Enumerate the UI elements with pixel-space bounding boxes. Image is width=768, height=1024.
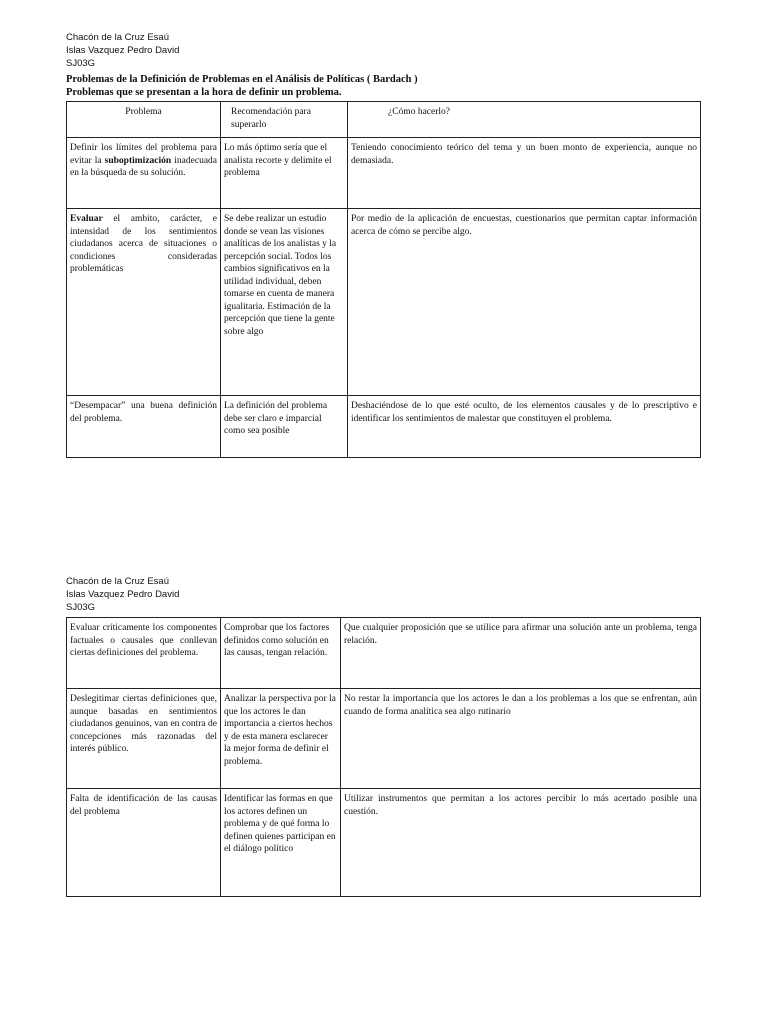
header-recomendacion: Recomendación para superarlo [221, 102, 348, 138]
table-row [67, 209, 701, 396]
cell-text: el ambito, carácter, e intensidad de los sentimientos ciudadanos acerca de situaciones o condiciones consideradas problemáticas [70, 214, 217, 274]
table-row [67, 689, 701, 789]
header-problema: Problema [67, 102, 221, 138]
keyword-text: Evaluar [70, 214, 103, 224]
cell-recomendacion: Analizar la perspectiva por la que los actores le dan importancia a ciertos hechos y de esta manera esclarecer la mejor forma de definir el problema. [221, 689, 341, 789]
cell-problema: Evaluar críticamente los componentes factuales o causales que conllevan ciertas definiciones del problema. [67, 618, 221, 689]
table-row [67, 396, 701, 458]
table-header-row [67, 102, 701, 138]
problems-table-2 [66, 617, 701, 897]
group-code: SJ03G [66, 602, 96, 613]
author-name-1: Chacón de la Cruz Esaú [66, 576, 169, 587]
document-subtitle: Problemas que se presentan a la hora de definir un problema. [66, 87, 342, 98]
keyword-text: suboptimización [104, 155, 172, 166]
cell-como: Deshaciéndose de lo que esté oculto, de los elementos causales y de lo prescriptivo e identificar los sentimientos de malestar que constituyen el problema. [348, 396, 701, 458]
cell-problema: Deslegitimar ciertas definiciones que, aunque basadas en sentimientos ciudadanos genuinos, van en contra de concepciones más razonadas del interés público. [67, 689, 221, 789]
cell-como: Por medio de la aplicación de encuestas, cuestionarios que permitan captar información acerca de cómo se percibe algo. [348, 209, 701, 396]
table-row [67, 789, 701, 897]
table-row [67, 138, 701, 209]
cell-como: Que cualquier proposición que se utilice para afirmar una solución ante un problema, tenga relación. [341, 618, 701, 689]
cell-problema: Falta de identificación de las causas del problema [67, 789, 221, 897]
author-name-2: Islas Vazquez Pedro David [66, 589, 180, 600]
author-name-1: Chacón de la Cruz Esaú [66, 32, 169, 43]
cell-problema [67, 209, 221, 396]
cell-text: Definir los límites del problema para evitar la [70, 143, 217, 166]
cell-recomendacion: Identificar las formas en que los actores definen un problema y de qué forma lo definen quienes participan en el diálogo político [221, 789, 341, 897]
document-title: Problemas de la Definición de Problemas en el Análisis de Políticas ( Bardach ) [66, 74, 418, 85]
cell-recomendacion: Lo más óptimo sería que el analista recorte y delimite el problema [221, 138, 348, 209]
cell-recomendacion: Se debe realizar un estudio donde se vean las visiones analíticas de los analistas y la percepción social. Todos los cambios significativos en la utilidad individual, deben tomarse en cuenta de manera igualitaria. Estimación de la percepción que tiene la gente sobre algo [221, 209, 348, 396]
header-como: ¿Cómo hacerlo? [348, 102, 701, 138]
group-code: SJ03G [66, 58, 96, 69]
cell-problema: “Desempacar” una buena definición del problema. [67, 396, 221, 458]
cell-como: Teniendo conocimiento teórico del tema y un buen monto de experiencia, aunque no demasiada. [348, 138, 701, 209]
cell-recomendacion: La definición del problema debe ser claro e imparcial como sea posible [221, 396, 348, 458]
author-name-2: Islas Vazquez Pedro David [66, 45, 180, 56]
cell-como: Utilizar instrumentos que permitan a los actores percibir lo más acertado posible una cuestión. [341, 789, 701, 897]
cell-como: No restar la importancia que los actores le dan a los problemas a los que se enfrentan, aún cuando de forma analítica sea algo rutinario [341, 689, 701, 789]
problems-table-1 [66, 101, 701, 458]
table-row [67, 618, 701, 689]
cell-recomendacion: Comprobar que los factores definidos como solución en las causas, tengan relación. [221, 618, 341, 689]
cell-problema [67, 138, 221, 209]
cell-text: inadecuada en la búsqueda de su solución. [70, 155, 217, 178]
